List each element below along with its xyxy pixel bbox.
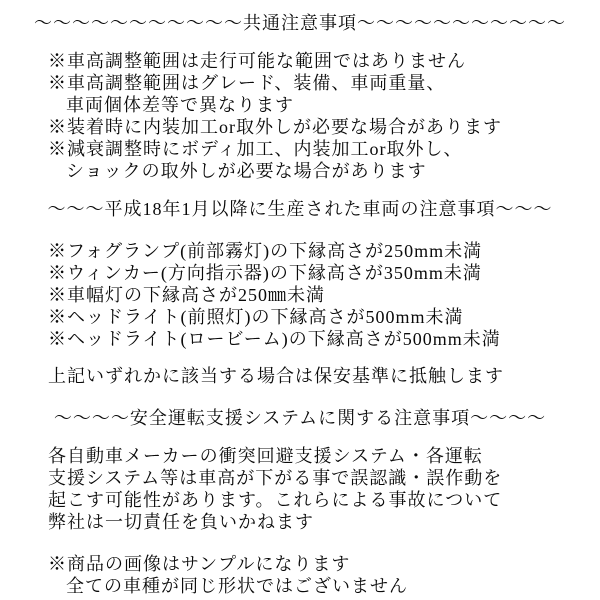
section-header-post-heisei18-vehicles: ～～～平成18年1月以降に生産された車両の注意事項～～～: [47, 199, 553, 219]
notice-line: ※ウィンカー(方向指示器)の下縁高さが350mm未満: [48, 263, 482, 283]
paragraph-line: 起こす可能性があります。これらによる事故について: [48, 490, 503, 510]
notice-line: ※減衰調整時にボディ加工、内装加工or取外し、: [48, 139, 463, 159]
paragraph-line: 支援システム等は車高が下がる事で誤認識・誤作動を: [48, 468, 503, 488]
spacer: [0, 34, 600, 50]
spacer: [0, 533, 600, 553]
section-header-driver-assist-systems: ～～～～安全運転支援システムに関する注意事項～～～～: [53, 408, 547, 428]
notice-line-continuation: 全ての車種が同じ形状ではございません: [66, 576, 408, 596]
notice-line: ※車幅灯の下縁高さが250㎜未満: [48, 285, 325, 305]
spacer: [0, 350, 600, 365]
notice-line: ※商品の画像はサンプルになります: [48, 554, 351, 574]
notice-line-continuation: 車両個体差等で異なります: [66, 95, 294, 115]
notice-line-continuation: ショックの取外しが必要な場合があります: [66, 161, 427, 181]
spacer: [0, 387, 600, 407]
notice-line: ※車高調整範囲はグレード、装備、車両重量、: [48, 73, 446, 93]
notice-line: ※ヘッドライト(ロービーム)の下縁高さが500mm未満: [48, 329, 501, 349]
notice-line: ※車高調整範囲は走行可能な範囲ではありません: [48, 51, 466, 71]
spacer: [0, 429, 600, 445]
notice-line: ※装着時に内装加工or取外しが必要な場合があります: [48, 117, 502, 137]
statement-line: 上記いずれかに該当する場合は保安基準に抵触します: [48, 366, 504, 386]
spacer: [0, 220, 600, 240]
section-header-common-notes: ～～～～～～～～～～～共通注意事項～～～～～～～～～～～: [34, 13, 566, 33]
spacer: [0, 182, 600, 198]
paragraph-line: 各自動車メーカーの衝突回避支援システム・各運転: [48, 446, 483, 466]
paragraph-line: 弊社は一切責任を負いかねます: [48, 512, 314, 532]
notice-line: ※ヘッドライト(前照灯)の下縁高さが500mm未満: [48, 307, 464, 327]
notice-line: ※フォグランプ(前部霧灯)の下縁高さが250mm未満: [48, 241, 483, 261]
